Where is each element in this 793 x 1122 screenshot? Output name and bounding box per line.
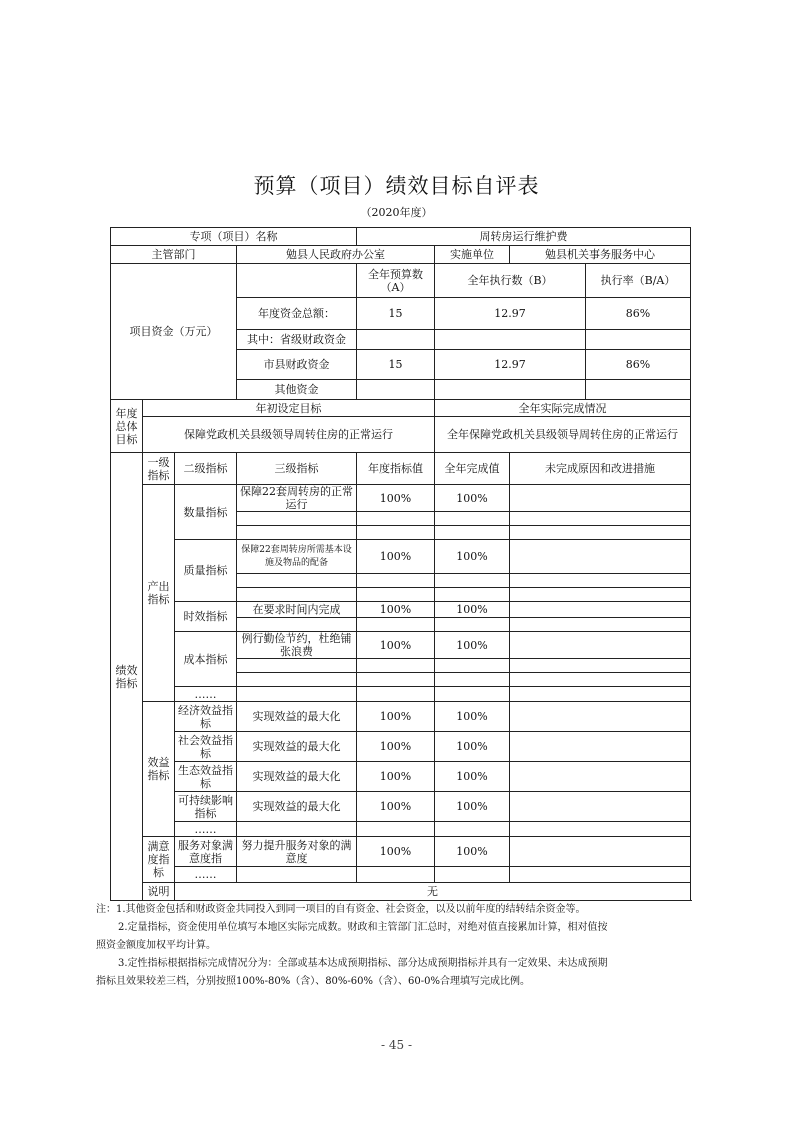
quantity-target: 100% bbox=[357, 485, 435, 512]
quantity-label: 数量指标 bbox=[175, 485, 237, 540]
reasons-header: 未完成原因和改进措施 bbox=[510, 453, 691, 485]
provincial-budget bbox=[357, 330, 435, 350]
table-row bbox=[237, 867, 357, 883]
level1-header: 一级指标 bbox=[143, 453, 175, 485]
economic-actual: 100% bbox=[435, 702, 510, 732]
satisfaction-indicator-label: 满意度指标 bbox=[143, 837, 175, 883]
note-2: 2.定量指标，资金使用单位填写本地区实际完成数。财政和主管部门汇总时，对绝对值直接累加计算，相对值按 bbox=[118, 922, 608, 933]
city-rate: 86% bbox=[586, 350, 691, 380]
satisfaction-ellipsis: …… bbox=[175, 867, 237, 883]
social-label: 社会效益指标 bbox=[175, 732, 237, 762]
table-row bbox=[237, 526, 357, 540]
quantity-actual: 100% bbox=[435, 485, 510, 512]
table-row bbox=[237, 687, 357, 702]
note-2-cont: 照资金额度加权平均计算。 bbox=[96, 940, 216, 951]
cost-target: 100% bbox=[357, 632, 435, 659]
service-reason bbox=[510, 837, 691, 867]
project-name-value: 周转房运行维护费 bbox=[357, 228, 691, 246]
table-row bbox=[237, 588, 357, 602]
annual-total-label: 年度资金总额： bbox=[237, 298, 357, 330]
quantity-third: 保障22套周转房的正常运行 bbox=[237, 485, 357, 512]
social-third: 实现效益的最大化 bbox=[237, 732, 357, 762]
total-budget: 15 bbox=[357, 298, 435, 330]
table-row bbox=[237, 512, 357, 526]
actual-header: 全年实际完成情况 bbox=[435, 400, 691, 417]
page-number: - 45 - bbox=[380, 1038, 412, 1052]
ecological-target: 100% bbox=[357, 762, 435, 792]
social-target: 100% bbox=[357, 732, 435, 762]
col-exec-header: 全年执行数（B） bbox=[435, 264, 586, 298]
service-third: 努力提升服务对象的满意度 bbox=[237, 837, 357, 867]
page-title: 预算（项目）绩效目标自评表 bbox=[253, 174, 540, 198]
economic-reason bbox=[510, 702, 691, 732]
provincial-rate bbox=[586, 330, 691, 350]
evaluation-table bbox=[110, 227, 691, 901]
other-rate bbox=[586, 380, 691, 400]
service-obj-label: 服务对象满意度指 bbox=[175, 837, 237, 867]
cost-third: 例行勤俭节约，杜绝铺张浪费 bbox=[237, 632, 357, 659]
social-actual: 100% bbox=[435, 732, 510, 762]
output-ellipsis: …… bbox=[175, 687, 237, 702]
ecological-actual: 100% bbox=[435, 762, 510, 792]
timeliness-label: 时效指标 bbox=[175, 602, 237, 632]
level2-header: 二级指标 bbox=[175, 453, 237, 485]
quality-target: 100% bbox=[357, 540, 435, 574]
quality-reason bbox=[510, 540, 691, 574]
actual-value-header: 全年完成值 bbox=[435, 453, 510, 485]
table-row bbox=[237, 673, 357, 687]
funds-label: 项目资金（万元） bbox=[111, 264, 237, 400]
quality-label: 质量指标 bbox=[175, 540, 237, 602]
other-exec bbox=[435, 380, 586, 400]
timeliness-third: 在要求时间内完成 bbox=[237, 602, 357, 618]
annual-value-header: 年度指标值 bbox=[357, 453, 435, 485]
footnotes bbox=[96, 901, 696, 991]
ecological-reason bbox=[510, 762, 691, 792]
other-budget bbox=[357, 380, 435, 400]
table-row bbox=[237, 618, 357, 632]
cost-reason bbox=[510, 632, 691, 659]
cost-label: 成本指标 bbox=[175, 632, 237, 687]
provincial-exec bbox=[435, 330, 586, 350]
sustainable-target: 100% bbox=[357, 792, 435, 822]
initial-goal-value: 保障党政机关县级领导周转住房的正常运行 bbox=[143, 417, 435, 453]
benefit-indicator-label: 效益指标 bbox=[143, 702, 175, 837]
economic-target: 100% bbox=[357, 702, 435, 732]
total-exec: 12.97 bbox=[435, 298, 586, 330]
service-actual: 100% bbox=[435, 837, 510, 867]
quality-third: 保障22套周转房所需基本设施及物品的配备 bbox=[237, 540, 357, 574]
table-row bbox=[237, 822, 357, 837]
note-3: 3.定性指标根据指标完成情况分为：全部或基本达成预期指标、部分达成预期指标并具有一定效果、未达成预期 bbox=[118, 958, 608, 969]
table-row bbox=[237, 659, 357, 673]
sustainable-actual: 100% bbox=[435, 792, 510, 822]
note-1: 注：1.其他资金包括和财政资金共同投入到同一项目的自有资金、社会资金，以及以前年度的结转结余资金等。 bbox=[96, 904, 586, 915]
col-rate-header: 执行率（B/A） bbox=[586, 264, 691, 298]
city-exec: 12.97 bbox=[435, 350, 586, 380]
impl-unit-label: 实施单位 bbox=[435, 246, 510, 264]
provincial-label: 其中：省级财政资金 bbox=[237, 330, 357, 350]
other-funds-label: 其他资金 bbox=[237, 380, 357, 400]
initial-goal-header: 年初设定目标 bbox=[143, 400, 435, 417]
annual-goal-label: 年度总体目标 bbox=[111, 400, 143, 453]
indicators-label: 绩效指标 bbox=[111, 453, 143, 901]
city-budget: 15 bbox=[357, 350, 435, 380]
department-label: 主管部门 bbox=[111, 246, 237, 264]
sustainable-label: 可持续影响指标 bbox=[175, 792, 237, 822]
benefit-ellipsis: …… bbox=[175, 822, 237, 837]
cost-actual: 100% bbox=[435, 632, 510, 659]
total-rate: 86% bbox=[586, 298, 691, 330]
timeliness-reason bbox=[510, 602, 691, 618]
timeliness-actual: 100% bbox=[435, 602, 510, 618]
remarks-value: 无 bbox=[175, 883, 691, 901]
remarks-label: 说明 bbox=[143, 883, 175, 901]
impl-unit-value: 勉县机关事务服务中心 bbox=[510, 246, 691, 264]
ecological-third: 实现效益的最大化 bbox=[237, 762, 357, 792]
economic-third: 实现效益的最大化 bbox=[237, 702, 357, 732]
page-subtitle: （2020年度） bbox=[360, 206, 433, 219]
social-reason bbox=[510, 732, 691, 762]
economic-label: 经济效益指标 bbox=[175, 702, 237, 732]
sustainable-third: 实现效益的最大化 bbox=[237, 792, 357, 822]
quantity-reason bbox=[510, 485, 691, 512]
sustainable-reason bbox=[510, 792, 691, 822]
actual-goal-value: 全年保障党政机关县级领导周转住房的正常运行 bbox=[435, 417, 691, 453]
timeliness-target: 100% bbox=[357, 602, 435, 618]
note-3-cont: 指标且效果较差三档，分别按照100%-80%（含）、80%-60%（含）、60-0%合理填写完成比例。 bbox=[96, 976, 530, 987]
output-indicator-label: 产出指标 bbox=[143, 485, 175, 702]
funds-header-blank bbox=[237, 264, 357, 298]
department-value: 勉县人民政府办公室 bbox=[237, 246, 435, 264]
project-name-label: 专项（项目）名称 bbox=[111, 228, 357, 246]
table-row bbox=[237, 574, 357, 588]
col-budget-header: 全年预算数（A） bbox=[357, 264, 435, 298]
level3-header: 三级指标 bbox=[237, 453, 357, 485]
service-target: 100% bbox=[357, 837, 435, 867]
quality-actual: 100% bbox=[435, 540, 510, 574]
ecological-label: 生态效益指标 bbox=[175, 762, 237, 792]
city-county-label: 市县财政资金 bbox=[237, 350, 357, 380]
